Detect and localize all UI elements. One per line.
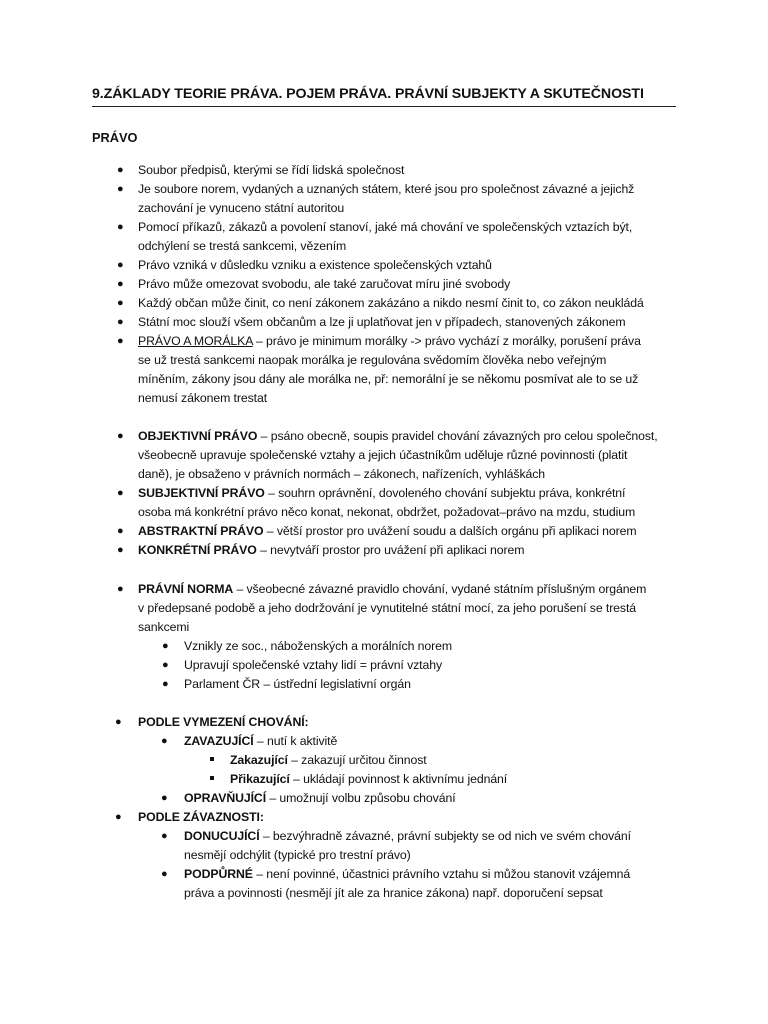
term-pravo-a-moralka: PRÁVO A MORÁLKA — [138, 334, 253, 348]
sub-list-item — [184, 865, 630, 884]
list-item: Státní moc slouží všem občanům a lze ji uplatňovat jen v případech, stanovených zákonem — [138, 315, 626, 329]
list-item: Pomocí příkazů, zákazů a povolení stanoví, jaké má chování ve společenských vztazích být, — [138, 220, 633, 234]
sub-list-item — [184, 789, 456, 808]
list-item-continuation: míněním, zákony jsou dány ale morálka ne, př: nemorální je se někomu posmívat ale to se už — [138, 372, 639, 386]
list-item-text: – zakazují určitou činnost — [287, 753, 427, 767]
term-zavazujici: ZAVAZUJÍCÍ — [184, 734, 254, 748]
list-item-continuation: osoba má konkrétní právo něco konat, nekonat, obdržet, požadovat–právo na mzdu, studium — [138, 505, 636, 519]
list-item-text: – právo je minimum morálky -> právo vychází z morálky, porušení práva — [252, 334, 641, 348]
sub-list-item-continuation: nesmějí odchýlit (typické pro trestní právo) — [184, 848, 411, 862]
term-objektivni-pravo: OBJEKTIVNÍ PRÁVO — [138, 429, 258, 443]
list-heading-zavaznost: PODLE ZÁVAZNOSTI: — [138, 810, 264, 824]
sub-sub-list-item — [230, 751, 427, 770]
term-donucujici: DONUCUJÍCÍ — [184, 829, 260, 843]
bullet-icon: ● — [117, 544, 124, 556]
list-item — [138, 427, 658, 446]
bullet-icon: ● — [162, 678, 169, 690]
sub-list-item: Vznikly ze soc., náboženských a morálních norem — [184, 639, 453, 653]
bullet-icon: ● — [117, 583, 124, 595]
term-prikazujici: Přikazující — [230, 772, 290, 786]
bullet-icon: ● — [117, 278, 124, 290]
sub-list-item: Upravují společenské vztahy lidí = právní vztahy — [184, 658, 443, 672]
list-heading-chovani: PODLE VYMEZENÍ CHOVÁNÍ: — [138, 715, 309, 729]
list-item-text: – nevytváří prostor pro uvážení při aplikaci norem — [256, 543, 525, 557]
bullet-icon: ● — [117, 487, 124, 499]
term-subjektivni-pravo: SUBJEKTIVNÍ PRÁVO — [138, 486, 265, 500]
section-heading-pravo: PRÁVO — [92, 130, 138, 145]
list-item — [138, 484, 625, 503]
sub-list-item-continuation: práva a povinnosti (nesmějí jít ale za hranice zákona) např. doporučení sepsat — [184, 886, 603, 900]
list-item — [138, 580, 646, 599]
bullet-icon: ● — [117, 316, 124, 328]
list-item-continuation: odchýlení se trestá sankcemi, vězením — [138, 239, 347, 253]
list-item — [138, 522, 637, 541]
bullet-icon: ● — [162, 640, 169, 652]
square-bullet-icon — [210, 757, 214, 761]
bullet-icon: ● — [117, 297, 124, 309]
list-item-text: – není povinné, účastnici právního vztahu si můžou stanovit vzájemná — [252, 867, 631, 881]
bullet-icon: ● — [117, 183, 124, 195]
bullet-icon: ● — [117, 259, 124, 271]
sub-list-item — [184, 827, 631, 846]
bullet-icon: ● — [161, 735, 168, 747]
bullet-icon: ● — [115, 716, 122, 728]
bullet-icon: ● — [117, 335, 124, 347]
bullet-icon: ● — [161, 830, 168, 842]
list-item: Právo vzniká v důsledku vzniku a existence společenských vztahů — [138, 258, 492, 272]
document-title: 9.ZÁKLADY TEORIE PRÁVA. POJEM PRÁVA. PRÁVNÍ SUBJEKTY A SKUTEČNOSTI — [92, 86, 676, 107]
bullet-icon: ● — [117, 221, 124, 233]
square-bullet-icon — [210, 776, 214, 780]
list-item-text: – ukládají povinnost k aktivnímu jednání — [289, 772, 508, 786]
bullet-icon: ● — [117, 164, 124, 176]
bullet-icon: ● — [162, 659, 169, 671]
list-item-continuation: v předepsané podobě a jeho dodržování je vynutitelné státní mocí, za jeho porušení se trestá — [138, 601, 637, 615]
list-item-text: – souhrn oprávnění, dovoleného chování subjektu práva, konkrétní — [264, 486, 626, 500]
term-opravnujici: OPRAVŇUJÍCÍ — [184, 791, 267, 805]
term-abstraktni-pravo: ABSTRAKTNÍ PRÁVO — [138, 524, 264, 538]
term-podpurne: PODPŮRNÉ — [184, 867, 253, 881]
bullet-icon: ● — [161, 868, 168, 880]
bullet-icon: ● — [115, 811, 122, 823]
term-konkretni-pravo: KONKRÉTNÍ PRÁVO — [138, 543, 257, 557]
list-item-continuation: zachování je vynuceno státní autoritou — [138, 201, 345, 215]
list-item — [138, 332, 641, 351]
bullet-icon: ● — [161, 792, 168, 804]
list-item-text: – všeobecné závazné pravidlo chování, vydané státním příslušným orgánem — [233, 582, 647, 596]
list-item-text: – umožnují volbu způsobu chování — [266, 791, 456, 805]
bullet-icon: ● — [117, 525, 124, 537]
list-item-continuation: se už trestá sankcemi naopak morálka je regulována svědomím člověka nebo veřejným — [138, 353, 607, 367]
sub-sub-list-item — [230, 770, 507, 789]
sub-list-item — [184, 732, 337, 751]
term-zakazujici: Zakazující — [230, 753, 288, 767]
list-item-text: – bezvýhradně závazné, právní subjekty se od nich ve svém chování — [259, 829, 631, 843]
list-item-continuation: všeobecně upravuje společenské vztahy a jejich účastníkům uděluje různé povinnosti (platit — [138, 448, 628, 462]
sub-list-item: Parlament ČR – ústřední legislativní orgán — [184, 677, 411, 691]
list-item-text: – psáno obecně, soupis pravidel chování závazných pro celou společnost, — [257, 429, 658, 443]
list-item — [138, 541, 524, 560]
list-item: Je soubore norem, vydaných a uznaných státem, které jsou pro společnost závazné a jejichž — [138, 182, 635, 196]
list-item-continuation: daně), je obsaženo v právních normách – zákonech, nařízeních, vyhláškách — [138, 467, 546, 481]
list-item-text: – nutí k aktivitě — [253, 734, 338, 748]
list-item-continuation: sankcemi — [138, 620, 190, 634]
list-item-continuation: nemusí zákonem trestat — [138, 391, 268, 405]
list-item: Soubor předpisů, kterými se řídí lidská společnost — [138, 163, 405, 177]
term-pravni-norma: PRÁVNÍ NORMA — [138, 582, 234, 596]
list-item-text: – větší prostor pro uvážení soudu a dalších orgánu při aplikaci norem — [263, 524, 637, 538]
bullet-icon: ● — [117, 430, 124, 442]
list-item: Právo může omezovat svobodu, ale také zaručovat míru jiné svobody — [138, 277, 511, 291]
list-item: Každý občan může činit, co není zákonem zakázáno a nikdo nesmí činit to, co zákon neukládá — [138, 296, 644, 310]
